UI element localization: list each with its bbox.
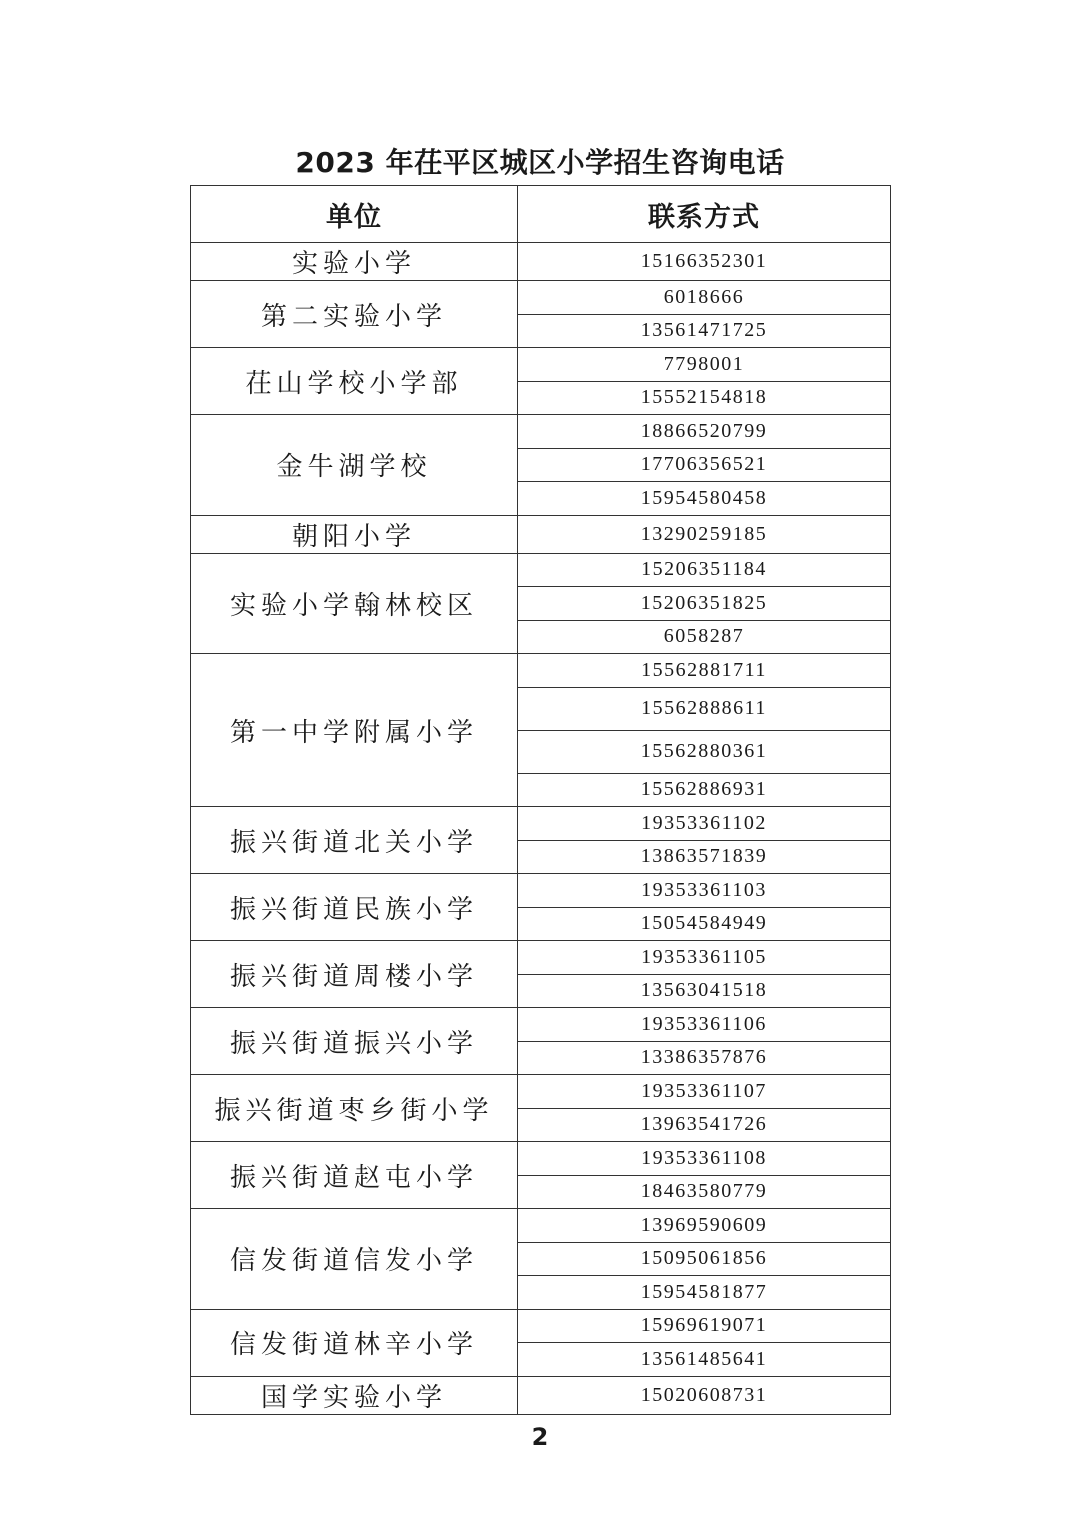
unit-name-cell: 振兴街道周楼小学 (191, 941, 518, 1008)
table-row (191, 1142, 891, 1176)
table-row (191, 1309, 891, 1343)
phone-number-cell: 13561471725 (518, 314, 891, 348)
table-row (191, 281, 891, 315)
unit-name-cell: 实验小学 (191, 243, 518, 281)
phone-number-cell: 15562881711 (518, 654, 891, 688)
unit-name-cell: 朝阳小学 (191, 515, 518, 553)
unit-name-cell: 第二实验小学 (191, 281, 518, 348)
phone-number-cell: 13863571839 (518, 840, 891, 874)
phone-number-cell: 13386357876 (518, 1041, 891, 1075)
table-row (191, 243, 891, 281)
phone-number-cell: 13561485641 (518, 1343, 891, 1377)
table-row (191, 941, 891, 975)
table-row (191, 1209, 891, 1243)
phone-number-cell: 19353361106 (518, 1008, 891, 1042)
phone-number-cell: 15954581877 (518, 1276, 891, 1310)
phone-number-cell: 17706356521 (518, 448, 891, 482)
unit-name-cell: 国学实验小学 (191, 1376, 518, 1414)
unit-name-cell: 振兴街道民族小学 (191, 874, 518, 941)
phone-number-cell: 18463580779 (518, 1175, 891, 1209)
phone-number-cell: 15969619071 (518, 1309, 891, 1343)
phone-number-cell: 15552154818 (518, 381, 891, 415)
unit-name-cell: 信发街道林辛小学 (191, 1309, 518, 1376)
phone-number-cell: 13969590609 (518, 1209, 891, 1243)
table-row (191, 348, 891, 382)
phone-number-cell: 15166352301 (518, 243, 891, 281)
table-row (191, 1376, 891, 1414)
contact-table (190, 185, 891, 1415)
unit-name-cell: 振兴街道赵屯小学 (191, 1142, 518, 1209)
table-body (191, 243, 891, 1415)
phone-number-cell: 15095061856 (518, 1242, 891, 1276)
phone-number-cell: 13963541726 (518, 1108, 891, 1142)
phone-number-cell: 6018666 (518, 281, 891, 315)
unit-name-cell: 金牛湖学校 (191, 415, 518, 516)
phone-number-cell: 6058287 (518, 620, 891, 654)
phone-number-cell: 15562880361 (518, 730, 891, 773)
unit-name-cell: 振兴街道北关小学 (191, 807, 518, 874)
phone-number-cell: 15562886931 (518, 773, 891, 807)
unit-column-header: 单位 (191, 186, 518, 243)
phone-number-cell: 19353361105 (518, 941, 891, 975)
phone-number-cell: 19353361102 (518, 807, 891, 841)
document-title: 2023 年茌平区城区小学招生咨询电话 (295, 146, 785, 179)
phone-number-cell: 15054584949 (518, 907, 891, 941)
unit-name-cell: 振兴街道枣乡街小学 (191, 1075, 518, 1142)
phone-number-cell: 18866520799 (518, 415, 891, 449)
phone-number-cell: 19353361103 (518, 874, 891, 908)
phone-number-cell: 15020608731 (518, 1376, 891, 1414)
table-row (191, 515, 891, 553)
table-row (191, 553, 891, 587)
phone-number-cell: 13563041518 (518, 974, 891, 1008)
unit-name-cell: 实验小学翰林校区 (191, 553, 518, 654)
table-row (191, 1008, 891, 1042)
table-row (191, 654, 891, 688)
phone-number-cell: 7798001 (518, 348, 891, 382)
phone-number-cell: 15206351825 (518, 587, 891, 621)
phone-number-cell: 15954580458 (518, 482, 891, 516)
unit-name-cell: 茌山学校小学部 (191, 348, 518, 415)
page-number: 2 (531, 1423, 549, 1451)
table-row (191, 1075, 891, 1109)
unit-name-cell: 振兴街道振兴小学 (191, 1008, 518, 1075)
table-row (191, 807, 891, 841)
phone-number-cell: 15562888611 (518, 687, 891, 730)
contact-column-header: 联系方式 (518, 186, 891, 243)
unit-name-cell: 第一中学附属小学 (191, 654, 518, 807)
phone-number-cell: 19353361107 (518, 1075, 891, 1109)
phone-number-cell: 15206351184 (518, 553, 891, 587)
phone-number-cell: 19353361108 (518, 1142, 891, 1176)
table-header-row (191, 186, 891, 243)
table-row (191, 874, 891, 908)
unit-name-cell: 信发街道信发小学 (191, 1209, 518, 1310)
table-row (191, 415, 891, 449)
phone-number-cell: 13290259185 (518, 515, 891, 553)
